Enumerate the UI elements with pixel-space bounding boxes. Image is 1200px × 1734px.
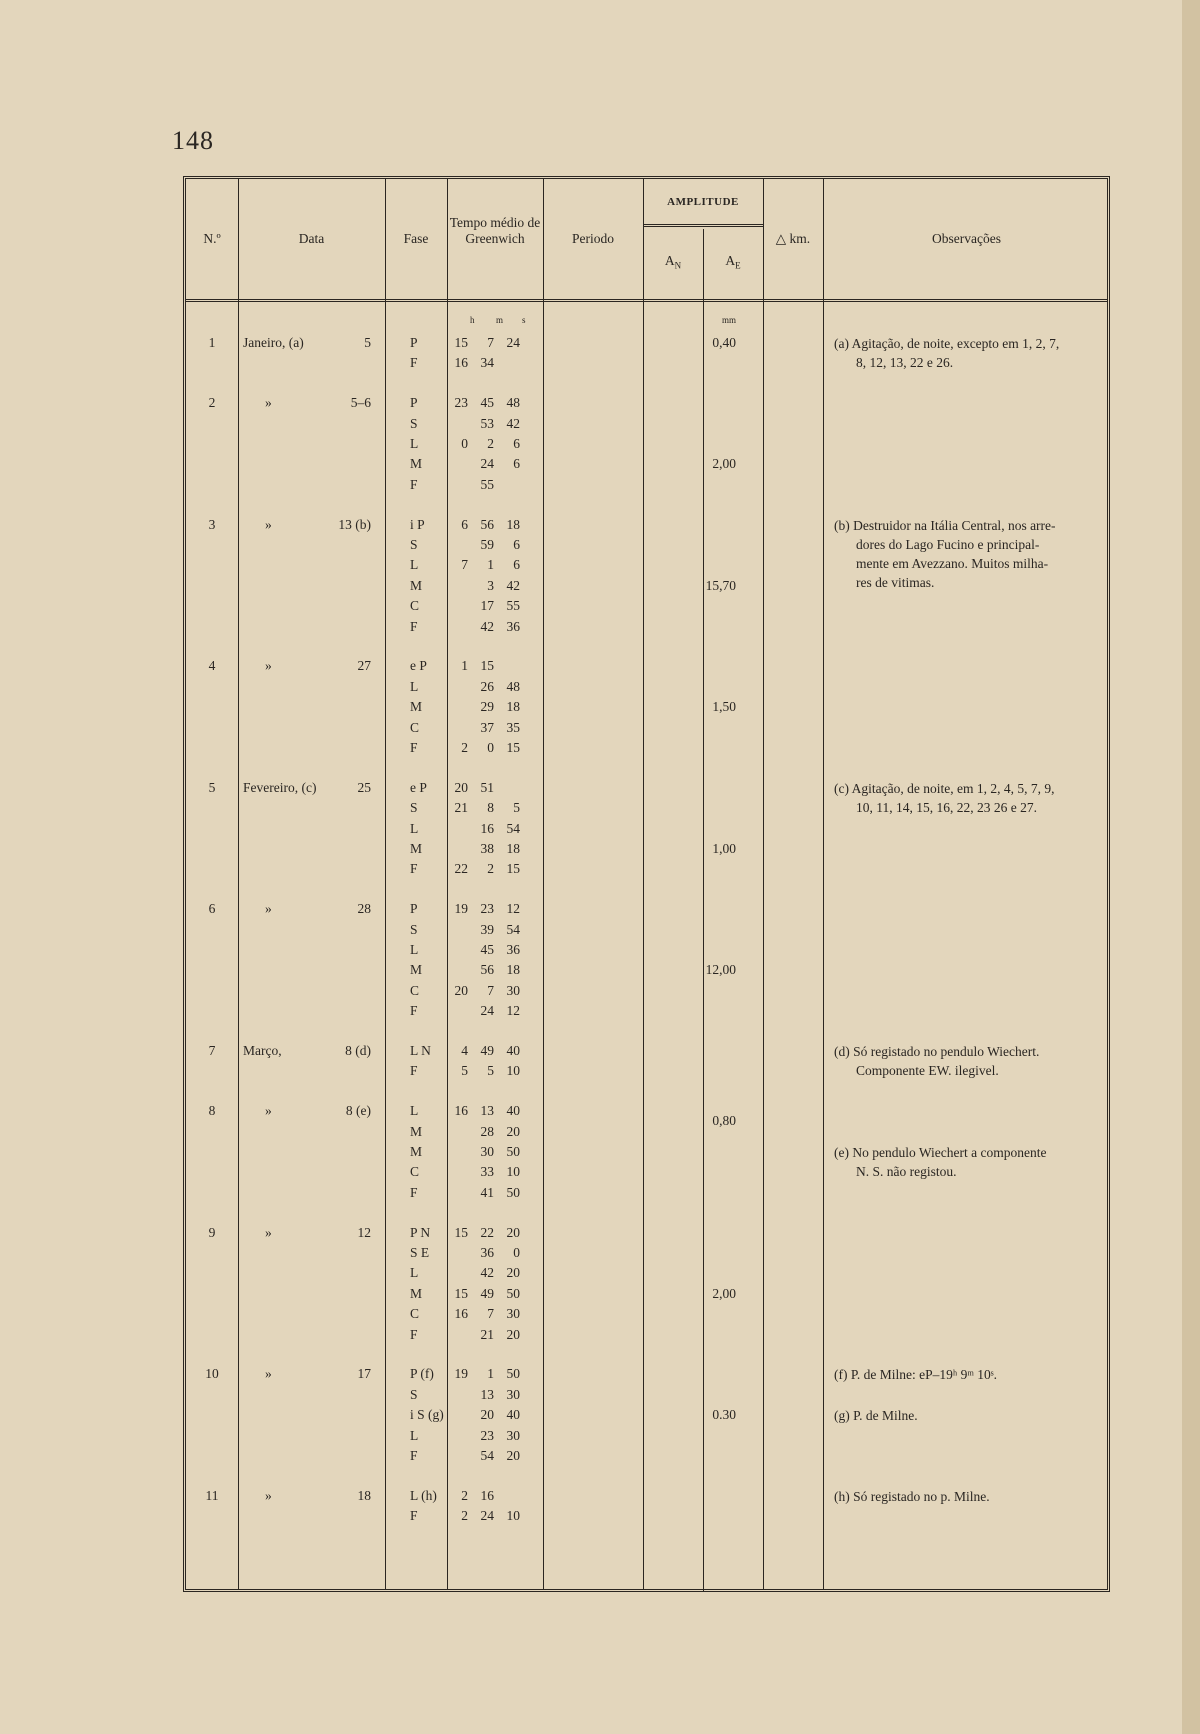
time-seconds: 20 xyxy=(506,1123,520,1139)
time-seconds: 12 xyxy=(506,1003,520,1019)
unit-seconds: s xyxy=(522,315,526,325)
amplitude-e: 0.30 xyxy=(712,1407,736,1423)
event-number: 3 xyxy=(208,516,216,532)
event-month: Janeiro, (a) xyxy=(243,335,304,350)
phase-code: S xyxy=(410,1386,418,1402)
unit-mm: mm xyxy=(722,315,737,325)
phase-code: L N xyxy=(410,1043,431,1058)
time-seconds: 48 xyxy=(506,395,520,411)
phase-code: M xyxy=(410,1285,423,1301)
phase-code: F xyxy=(410,1326,418,1342)
observation-line: (h) Só registado no p. Milne. xyxy=(834,1488,990,1504)
phase-code: S xyxy=(410,800,418,816)
time-minutes: 56 xyxy=(480,962,494,978)
time-seconds: 48 xyxy=(506,678,520,694)
phase-code: P xyxy=(410,335,418,350)
time-seconds: 30 xyxy=(506,1427,520,1443)
phase-code: C xyxy=(410,1306,420,1322)
time-seconds: 30 xyxy=(506,1386,520,1402)
time-minutes: 53 xyxy=(480,415,494,431)
event-month: » xyxy=(265,1224,272,1240)
event-number: 11 xyxy=(205,1487,219,1503)
time-hours: 21 xyxy=(454,800,468,816)
phase-code: C xyxy=(410,982,420,998)
event-day: 27 xyxy=(357,658,371,674)
time-seconds: 6 xyxy=(513,557,520,573)
time-seconds: 18 xyxy=(506,699,520,715)
event-date xyxy=(243,516,371,534)
amplitude-e: 2,00 xyxy=(712,1285,736,1301)
time-minutes: 13 xyxy=(480,1386,494,1402)
time-minutes: 30 xyxy=(480,1144,494,1159)
observation-note xyxy=(834,1406,1099,1425)
time-minutes: 2 xyxy=(487,436,494,451)
time-seconds: 40 xyxy=(506,1103,520,1119)
event-month: » xyxy=(265,901,272,917)
observation-note xyxy=(834,1042,1099,1080)
event-day: 17 xyxy=(357,1366,371,1382)
time-seconds: 6 xyxy=(513,456,520,472)
observation-line: (f) P. de Milne: eP–19ʰ 9ᵐ 10ˢ. xyxy=(834,1367,998,1383)
header-no: N.º xyxy=(203,231,221,246)
observation-line: 10, 11, 14, 15, 16, 22, 23 26 e 27. xyxy=(856,799,1037,815)
phase-code: M xyxy=(410,1123,423,1139)
event-month: » xyxy=(265,658,272,674)
time-seconds: 54 xyxy=(506,820,520,836)
col-divider xyxy=(643,179,644,1589)
time-seconds: 20 xyxy=(506,1448,520,1463)
event-day: 8 (d) xyxy=(345,1043,371,1058)
time-hours: 15 xyxy=(454,335,468,350)
time-minutes: 26 xyxy=(480,678,494,694)
phase-code: L xyxy=(410,557,419,573)
event-date xyxy=(243,1224,371,1242)
phase-code: S xyxy=(410,415,418,431)
time-minutes: 8 xyxy=(487,800,494,816)
time-hours: 6 xyxy=(461,516,468,532)
time-minutes: 45 xyxy=(480,942,494,957)
time-hours: 22 xyxy=(454,861,468,877)
observation-line: Componente EW. ilegivel. xyxy=(856,1063,999,1078)
amp-n-subscript: N xyxy=(674,260,682,271)
header-amp-n xyxy=(643,253,703,274)
time-seconds: 18 xyxy=(506,962,520,978)
phase-code: L xyxy=(410,1427,419,1443)
time-minutes: 34 xyxy=(480,355,494,371)
phase-code: C xyxy=(410,1164,420,1180)
phase-code: L xyxy=(410,1103,419,1119)
time-hours: 19 xyxy=(454,901,468,917)
observation-line: (e) No pendulo Wiechert a componente xyxy=(834,1145,1047,1160)
time-seconds: 20 xyxy=(506,1224,520,1240)
event-day: 28 xyxy=(357,901,371,917)
amplitude-e: 15,70 xyxy=(705,577,736,593)
phase-code: F xyxy=(410,1184,418,1200)
phase-code: L (h) xyxy=(410,1487,437,1503)
phase-code: P (f) xyxy=(410,1366,434,1382)
event-number: 5 xyxy=(208,779,216,795)
observation-line: 8, 12, 13, 22 e 26. xyxy=(856,355,954,370)
time-seconds: 12 xyxy=(506,901,520,917)
time-seconds: 5 xyxy=(513,800,520,816)
time-hours: 2 xyxy=(461,1487,468,1503)
phase-code: F xyxy=(410,355,418,371)
event-number: 2 xyxy=(208,395,216,411)
page-number: 148 xyxy=(172,126,214,155)
phase-code: L xyxy=(410,820,419,836)
phase-code: L xyxy=(410,436,419,451)
time-hours: 15 xyxy=(454,1285,468,1301)
col-divider xyxy=(823,179,824,1589)
time-minutes: 15 xyxy=(480,658,494,674)
time-hours: 16 xyxy=(454,1306,468,1322)
phase-code: S xyxy=(410,537,418,552)
time-hours: 5 xyxy=(461,1063,468,1079)
event-day: 25 xyxy=(357,779,371,795)
time-minutes: 2 xyxy=(487,861,494,877)
time-hours: 2 xyxy=(461,1508,468,1524)
time-minutes: 16 xyxy=(480,1487,494,1503)
time-minutes: 1 xyxy=(487,557,494,573)
amp-e-subscript: E xyxy=(735,260,741,271)
event-date xyxy=(243,1487,371,1505)
amp-e-letter: A xyxy=(725,253,736,268)
event-number: 6 xyxy=(208,901,216,917)
observation-line: (a) Agitação, de noite, excepto em 1, 2, 7, xyxy=(834,336,1060,351)
header-delta-km: △ km. xyxy=(775,231,811,246)
time-hours: 15 xyxy=(454,1224,468,1240)
time-seconds: 30 xyxy=(506,982,520,998)
unit-hours: h xyxy=(470,315,475,325)
time-minutes: 13 xyxy=(480,1103,494,1119)
phase-code: F xyxy=(410,861,418,877)
event-day: 5 xyxy=(364,335,371,350)
phase-code: M xyxy=(410,841,423,856)
time-seconds: 20 xyxy=(506,1326,520,1342)
time-seconds: 6 xyxy=(513,436,520,451)
event-date xyxy=(243,657,371,675)
time-seconds: 0 xyxy=(513,1245,520,1260)
phase-code: M xyxy=(410,1144,423,1159)
col-divider xyxy=(238,179,239,1589)
event-date xyxy=(243,334,371,352)
time-minutes: 54 xyxy=(480,1448,494,1463)
col-divider xyxy=(543,179,544,1589)
observation-line: N. S. não registou. xyxy=(856,1164,957,1179)
time-minutes: 42 xyxy=(480,618,494,634)
event-date xyxy=(243,394,371,412)
amplitude-e: 2,00 xyxy=(712,456,736,472)
amplitude-e: 0,40 xyxy=(712,335,736,350)
phase-code: e P xyxy=(410,658,427,674)
observation-note xyxy=(834,334,1099,372)
phase-code: F xyxy=(410,1448,418,1463)
event-day: 18 xyxy=(357,1487,371,1503)
phase-code: F xyxy=(410,1003,418,1019)
event-number: 8 xyxy=(208,1103,216,1119)
amplitude-e: 1,50 xyxy=(712,699,736,715)
time-minutes: 7 xyxy=(487,335,494,350)
event-number: 4 xyxy=(208,658,216,674)
header-time: Tempo médio de Greenwich xyxy=(449,215,541,246)
event-date xyxy=(243,1102,371,1120)
event-month: » xyxy=(265,1487,272,1503)
time-minutes: 39 xyxy=(480,921,494,937)
observation-note xyxy=(834,1365,1099,1384)
amplitude-e: 0,80 xyxy=(712,1113,736,1129)
time-seconds: 50 xyxy=(506,1366,520,1382)
unit-minutes: m xyxy=(496,315,504,325)
phase-code: M xyxy=(410,456,423,472)
event-month: » xyxy=(265,516,272,532)
time-minutes: 29 xyxy=(480,699,494,715)
time-minutes: 0 xyxy=(487,740,494,755)
time-minutes: 42 xyxy=(480,1265,494,1281)
event-number: 7 xyxy=(208,1043,216,1058)
time-minutes: 49 xyxy=(480,1285,494,1301)
amplitude-e: 1,00 xyxy=(712,841,736,856)
event-month: » xyxy=(265,1103,272,1119)
phase-code: P xyxy=(410,901,418,917)
time-seconds: 40 xyxy=(506,1043,520,1058)
phase-code: C xyxy=(410,598,420,614)
time-minutes: 24 xyxy=(480,1508,494,1524)
time-minutes: 36 xyxy=(480,1245,494,1260)
time-minutes: 33 xyxy=(480,1164,494,1180)
event-number: 9 xyxy=(208,1224,216,1240)
time-seconds: 42 xyxy=(506,577,520,593)
col-divider xyxy=(763,179,764,1589)
amp-n-letter: A xyxy=(664,253,675,268)
time-seconds: 18 xyxy=(506,841,520,856)
phase-code: F xyxy=(410,476,418,492)
time-seconds: 20 xyxy=(506,1265,520,1281)
time-seconds: 36 xyxy=(506,618,520,634)
observation-note xyxy=(834,779,1099,817)
amplitude-rule xyxy=(643,224,763,227)
amplitude-e: 12,00 xyxy=(705,962,736,978)
header-phase: Fase xyxy=(403,231,429,246)
time-hours: 23 xyxy=(454,395,468,411)
observation-line: res de vitimas. xyxy=(856,574,935,590)
time-minutes: 17 xyxy=(480,598,494,614)
time-minutes: 24 xyxy=(480,456,494,472)
phase-code: S E xyxy=(410,1245,430,1260)
time-minutes: 20 xyxy=(480,1407,494,1423)
col-divider xyxy=(703,229,704,1592)
seismic-table xyxy=(183,176,1110,1592)
observation-line: (d) Só registado no pendulo Wiechert. xyxy=(834,1044,1040,1059)
time-minutes: 38 xyxy=(480,841,494,856)
phase-code: M xyxy=(410,962,423,978)
time-minutes: 21 xyxy=(480,1326,494,1342)
header-amp-e xyxy=(703,253,763,274)
phase-code: F xyxy=(410,618,418,634)
time-hours: 16 xyxy=(454,355,468,371)
phase-code: F xyxy=(410,740,418,755)
header-rule xyxy=(186,299,1107,302)
time-minutes: 56 xyxy=(480,516,494,532)
event-day: 13 (b) xyxy=(338,516,371,532)
header-amplitude: AMPLITUDE xyxy=(667,196,739,208)
time-seconds: 15 xyxy=(506,861,520,877)
observation-note xyxy=(834,1143,1099,1181)
event-day: 12 xyxy=(357,1224,371,1240)
event-number: 1 xyxy=(208,335,216,350)
time-minutes: 5 xyxy=(487,1063,494,1079)
time-minutes: 55 xyxy=(480,476,494,492)
time-seconds: 55 xyxy=(506,598,520,614)
time-hours: 2 xyxy=(461,740,468,755)
time-minutes: 22 xyxy=(480,1224,494,1240)
event-date xyxy=(243,900,371,918)
header-date: Data xyxy=(298,231,325,246)
time-minutes: 7 xyxy=(487,1306,494,1322)
phase-code: i S (g) xyxy=(410,1407,444,1423)
phase-code: L xyxy=(410,942,419,957)
time-minutes: 28 xyxy=(480,1123,494,1139)
event-month: Fevereiro, (c) xyxy=(243,779,317,795)
time-seconds: 30 xyxy=(506,1306,520,1322)
event-day: 5–6 xyxy=(350,395,371,411)
observation-line: mente em Avezzano. Muitos milha- xyxy=(856,555,1049,571)
time-seconds: 10 xyxy=(506,1164,520,1180)
event-date xyxy=(243,1365,371,1383)
phase-code: M xyxy=(410,699,423,715)
time-minutes: 45 xyxy=(480,395,494,411)
col-divider xyxy=(385,179,386,1589)
time-minutes: 49 xyxy=(480,1043,494,1058)
time-hours: 0 xyxy=(461,436,468,451)
header-observations: Observações xyxy=(932,231,1001,246)
page-edge xyxy=(1182,0,1200,1734)
time-seconds: 50 xyxy=(506,1184,520,1200)
time-hours: 20 xyxy=(454,779,468,795)
time-minutes: 37 xyxy=(480,719,494,735)
time-seconds: 10 xyxy=(506,1063,520,1079)
time-hours: 7 xyxy=(461,557,468,573)
time-hours: 19 xyxy=(454,1366,468,1382)
event-date xyxy=(243,1042,371,1060)
time-minutes: 23 xyxy=(480,1427,494,1443)
event-number: 10 xyxy=(205,1366,219,1382)
time-seconds: 10 xyxy=(506,1508,520,1524)
phase-code: P xyxy=(410,395,418,411)
time-minutes: 51 xyxy=(480,779,494,795)
observation-note xyxy=(834,1487,1099,1506)
observation-line: (g) P. de Milne. xyxy=(834,1408,918,1424)
time-seconds: 24 xyxy=(506,335,520,350)
event-month: Março, xyxy=(243,1043,282,1058)
phase-code: L xyxy=(410,678,419,694)
time-seconds: 35 xyxy=(506,719,520,735)
time-seconds: 36 xyxy=(506,942,520,957)
phase-code: M xyxy=(410,577,423,593)
phase-code: F xyxy=(410,1508,418,1524)
time-minutes: 24 xyxy=(480,1003,494,1019)
time-seconds: 6 xyxy=(513,537,520,552)
time-hours: 16 xyxy=(454,1103,468,1119)
time-minutes: 3 xyxy=(487,577,494,593)
event-date xyxy=(243,779,371,797)
time-seconds: 18 xyxy=(506,516,520,532)
header-period: Periodo xyxy=(572,231,614,246)
observation-line: dores do Lago Fucino e principal- xyxy=(856,536,1040,552)
time-minutes: 41 xyxy=(480,1184,494,1200)
phase-code: S xyxy=(410,921,418,937)
observation-line: (b) Destruidor na Itália Central, nos arre- xyxy=(834,517,1056,533)
phase-code: L xyxy=(410,1265,419,1281)
phase-code: C xyxy=(410,719,420,735)
time-seconds: 54 xyxy=(506,921,520,937)
event-month: » xyxy=(265,1366,272,1382)
time-seconds: 42 xyxy=(506,415,520,431)
observation-note xyxy=(834,516,1099,592)
time-seconds: 15 xyxy=(506,740,520,755)
event-month: » xyxy=(265,395,272,411)
phase-code: P N xyxy=(410,1224,431,1240)
phase-code: F xyxy=(410,1063,418,1079)
time-minutes: 1 xyxy=(487,1366,494,1382)
time-minutes: 23 xyxy=(480,901,494,917)
event-day: 8 (e) xyxy=(345,1103,371,1119)
time-hours: 20 xyxy=(454,982,468,998)
time-minutes: 59 xyxy=(480,537,494,552)
time-hours: 1 xyxy=(461,658,468,674)
time-seconds: 50 xyxy=(506,1144,520,1159)
time-minutes: 16 xyxy=(480,820,494,836)
time-seconds: 40 xyxy=(506,1407,520,1423)
time-hours: 4 xyxy=(461,1043,468,1058)
phase-code: i P xyxy=(410,516,425,532)
phase-code: e P xyxy=(410,779,427,795)
time-minutes: 7 xyxy=(487,982,494,998)
time-seconds: 50 xyxy=(506,1285,520,1301)
observation-line: (c) Agitação, de noite, em 1, 2, 4, 5, 7, 9, xyxy=(834,780,1055,796)
